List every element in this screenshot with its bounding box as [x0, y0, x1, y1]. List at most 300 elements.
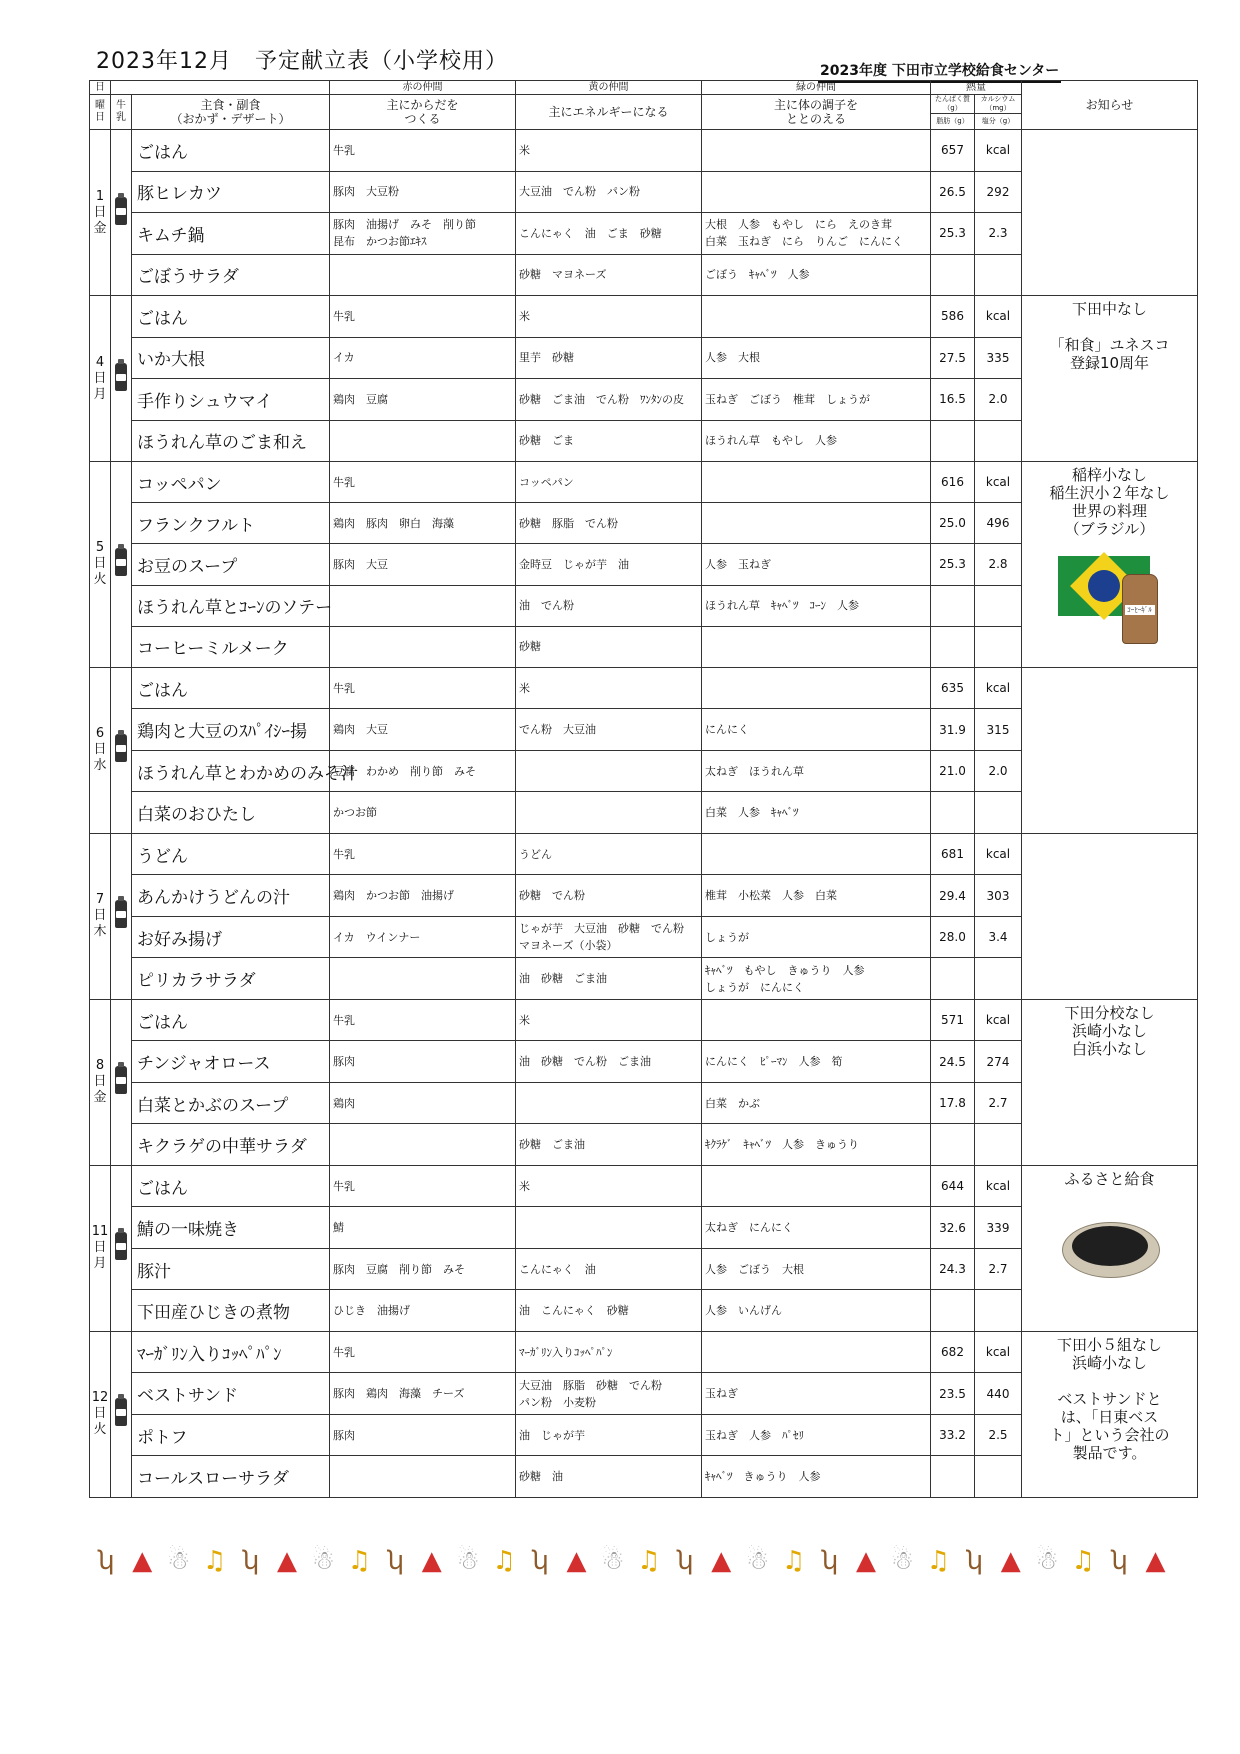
- green-ingredients: 太ねぎ にんにく: [702, 1207, 931, 1249]
- yellow-ingredients: 里芋 砂糖: [516, 337, 702, 379]
- dish-name: ポトフ: [132, 1414, 330, 1456]
- reindeer-icon: ʮ: [965, 1546, 986, 1576]
- nutrition-value-1: [931, 1124, 975, 1166]
- milk-cell: [111, 462, 132, 668]
- nutrition-value-1: 24.5: [931, 1041, 975, 1083]
- dish-name: 手作りシュウマイ: [132, 379, 330, 421]
- milk-bottle-icon: [115, 1232, 127, 1260]
- red-ingredients: [330, 958, 516, 1000]
- nutrition-value-2: [975, 1290, 1022, 1332]
- dish-name: キクラゲの中華サラダ: [132, 1124, 330, 1166]
- nutrition-value-1: 29.4: [931, 875, 975, 917]
- header-milk: 牛 乳: [111, 95, 132, 130]
- nutrition-value-2: 315: [975, 709, 1022, 751]
- nutrition-value-2: [975, 626, 1022, 667]
- day-number: 7: [95, 892, 105, 908]
- reindeer-icon: ʮ: [97, 1546, 117, 1576]
- menu-row: [90, 130, 1198, 172]
- santa-hat-icon: ▲: [421, 1546, 444, 1576]
- header-green-sub: 主に体の調子を ととのえる: [702, 95, 931, 130]
- yellow-ingredients: こんにゃく 油: [516, 1248, 702, 1290]
- nutrition-value-2: 335: [975, 337, 1022, 379]
- dish-name: ごはん: [132, 296, 330, 338]
- bells-icon: ♫: [782, 1546, 808, 1576]
- green-ingredients: [702, 130, 931, 172]
- red-ingredients: 豚肉 油揚げ みそ 削り節 昆布 かつお節ｴｷｽ: [330, 213, 516, 255]
- red-ingredients: 豚肉 大豆: [330, 544, 516, 585]
- yellow-ingredients: [516, 1207, 702, 1249]
- nutrition-value-1: 23.5: [931, 1373, 975, 1415]
- nutrition-value-2: kcal: [975, 462, 1022, 503]
- day-of-week: 火: [93, 572, 107, 588]
- nutrition-value-1: 635: [931, 667, 975, 709]
- green-ingredients: ｷｬﾍﾞﾂ きゅうり 人参: [702, 1456, 931, 1498]
- day-cell: 5 日 火: [90, 462, 111, 668]
- green-ingredients: ごぼう ｷｬﾍﾞﾂ 人参: [702, 254, 931, 296]
- yellow-ingredients: 砂糖 豚脂 でん粉: [516, 503, 702, 544]
- green-ingredients: にんにく: [702, 709, 931, 751]
- day-number: 4: [95, 354, 105, 370]
- santa-hat-icon: ▲: [1000, 1546, 1023, 1576]
- header-fat: 脂肪（g）: [931, 114, 975, 130]
- green-ingredients: ほうれん草 もやし 人参: [702, 420, 931, 462]
- red-ingredients: 豚肉 大豆粉: [330, 171, 516, 213]
- milk-bottle-icon: [115, 1398, 127, 1426]
- yellow-ingredients: コッペパン: [516, 462, 702, 503]
- nutrition-value-1: 25.3: [931, 544, 975, 585]
- red-ingredients: 牛乳: [330, 999, 516, 1041]
- yellow-ingredients: 砂糖 ごま油: [516, 1124, 702, 1166]
- dish-name: ほうれん草とわかめのみそ汁: [132, 750, 330, 792]
- header-calcium: カルシウム（mg）: [975, 95, 1022, 114]
- nutrition-value-2: [975, 792, 1022, 834]
- green-ingredients: 玉ねぎ: [702, 1373, 931, 1415]
- green-ingredients: [702, 296, 931, 338]
- header-main: 主食・副食 （おかず・デザート）: [132, 95, 330, 130]
- green-ingredients: 玉ねぎ 人参 ﾊﾟｾﾘ: [702, 1414, 931, 1456]
- nutrition-value-2: 2.0: [975, 379, 1022, 421]
- milk-cell: [111, 1165, 132, 1331]
- notice-line: は、「日東ベス: [1060, 1407, 1159, 1426]
- yellow-ingredients: うどん: [516, 833, 702, 875]
- reindeer-icon: ʮ: [386, 1546, 407, 1576]
- yellow-ingredients: 大豆油 豚脂 砂糖 でん粉 パン粉 小麦粉: [516, 1373, 702, 1415]
- reindeer-icon: ʮ: [676, 1546, 696, 1576]
- notice-cell: [1022, 1165, 1198, 1331]
- green-ingredients: ｷｬﾍﾞﾂ もやし きゅうり 人参 しょうが にんにく: [702, 958, 931, 1000]
- red-ingredients: [330, 1124, 516, 1166]
- menu-row: [90, 1165, 1198, 1207]
- yellow-ingredients: 金時豆 じゃが芋 油: [516, 544, 702, 585]
- red-ingredients: 鶏肉 かつお節 油揚げ: [330, 875, 516, 917]
- red-ingredients: 豚肉 鶏肉 海藻 チーズ: [330, 1373, 516, 1415]
- bells-icon: ♫: [203, 1546, 229, 1576]
- dish-name: コッペパン: [132, 462, 330, 503]
- day-number: 5: [95, 540, 105, 556]
- green-ingredients: 人参 玉ねぎ: [702, 544, 931, 585]
- green-ingredients: 大根 人参 もやし にら えのき茸 白菜 玉ねぎ にら りんご にんにく: [702, 213, 931, 255]
- dish-name: ほうれん草のごま和え: [132, 420, 330, 462]
- dish-name: チンジャオロース: [132, 1041, 330, 1083]
- nutrition-value-2: 2.7: [975, 1248, 1022, 1290]
- nutrition-value-2: 2.5: [975, 1414, 1022, 1456]
- nutrition-value-2: [975, 958, 1022, 1000]
- day-number: 6: [95, 726, 105, 742]
- red-ingredients: 牛乳: [330, 462, 516, 503]
- center-name: 2023年度 下田市立学校給食センター: [818, 60, 1061, 83]
- nutrition-value-1: 28.0: [931, 916, 975, 958]
- reindeer-icon: ʮ: [531, 1546, 551, 1576]
- snowman-icon: ☃: [745, 1546, 772, 1576]
- nutrition-value-1: 21.0: [931, 750, 975, 792]
- red-ingredients: 牛乳: [330, 1165, 516, 1207]
- notice-line: 稲生沢小２年なし: [1049, 484, 1170, 502]
- notice-cell: [1022, 999, 1198, 1165]
- notice-line: ベストサンドと: [1057, 1389, 1162, 1408]
- yellow-ingredients: 油 こんにゃく 砂糖: [516, 1290, 702, 1332]
- nutrition-value-2: kcal: [975, 833, 1022, 875]
- notice-cell: [1022, 462, 1198, 668]
- snowman-icon: ☃: [456, 1546, 482, 1576]
- yellow-ingredients: 米: [516, 296, 702, 338]
- day-of-week: 月: [93, 386, 107, 402]
- bells-icon: ♫: [347, 1546, 374, 1576]
- yellow-ingredients: 砂糖 マヨネーズ: [516, 254, 702, 296]
- santa-hat-icon: ▲: [277, 1546, 300, 1576]
- santa-hat-icon: ▲: [711, 1546, 734, 1576]
- dish-name: キムチ鍋: [132, 213, 330, 255]
- nutrition-value-1: [931, 1290, 975, 1332]
- santa-hat-icon: ▲: [132, 1546, 155, 1576]
- green-ingredients: [702, 1331, 931, 1373]
- red-ingredients: 牛乳: [330, 1331, 516, 1373]
- milk-cell: [111, 999, 132, 1165]
- red-ingredients: かつお節: [330, 792, 516, 834]
- green-ingredients: [702, 833, 931, 875]
- green-ingredients: 人参 大根: [702, 337, 931, 379]
- red-ingredients: 鶏肉: [330, 1082, 516, 1124]
- milk-bottle-icon: [115, 1066, 127, 1094]
- notice-line: 世界の料理: [1071, 502, 1147, 520]
- brazil-flag-icon: [1058, 548, 1162, 644]
- yellow-ingredients: [516, 792, 702, 834]
- nutrition-value-2: 292: [975, 171, 1022, 213]
- header-dow-day: 曜 日: [90, 95, 111, 130]
- reindeer-icon: ʮ: [1110, 1546, 1130, 1576]
- day-of-week: 月: [93, 1256, 107, 1272]
- nutrition-value-1: 616: [931, 462, 975, 503]
- reindeer-icon: ʮ: [821, 1546, 841, 1576]
- red-ingredients: 豚肉: [330, 1414, 516, 1456]
- dish-name: お豆のスープ: [132, 544, 330, 585]
- nutrition-value-1: [931, 626, 975, 667]
- header-salt: 塩分（g）: [975, 114, 1022, 130]
- nutrition-value-2: [975, 254, 1022, 296]
- bells-icon: ♫: [492, 1546, 518, 1576]
- milk-bottle-icon: [115, 548, 127, 576]
- notice-line: 浜崎小なし: [1071, 1353, 1147, 1372]
- green-ingredients: ほうれん草 ｷｬﾍﾞﾂ ｺｰﾝ 人参: [702, 585, 931, 626]
- red-ingredients: 鯖: [330, 1207, 516, 1249]
- nutrition-value-2: 274: [975, 1041, 1022, 1083]
- notice-line: 白浜小なし: [1071, 1039, 1147, 1058]
- nutrition-value-1: 681: [931, 833, 975, 875]
- milk-bottle-icon: [115, 197, 127, 225]
- santa-hat-icon: ▲: [856, 1546, 879, 1576]
- nutrition-value-2: 339: [975, 1207, 1022, 1249]
- yellow-ingredients: 砂糖 油: [516, 1456, 702, 1498]
- yellow-ingredients: 油 砂糖 ごま油: [516, 958, 702, 1000]
- green-ingredients: にんにく ﾋﾟｰﾏﾝ 人参 筍: [702, 1041, 931, 1083]
- dish-name: ﾏｰｶﾞﾘﾝ入りｺｯﾍﾟﾊﾟﾝ: [132, 1331, 330, 1373]
- red-ingredients: ひじき 油揚げ: [330, 1290, 516, 1332]
- dish-name: フランクフルト: [132, 503, 330, 544]
- nutrition-value-2: 2.7: [975, 1082, 1022, 1124]
- green-ingredients: 人参 ごぼう 大根: [702, 1248, 931, 1290]
- day-cell: 11 日 月: [90, 1165, 111, 1331]
- header-green-group: 緑の仲間: [702, 81, 931, 95]
- green-ingredients: ｷｸﾗｹﾞ ｷｬﾍﾞﾂ 人参 きゅうり: [702, 1124, 931, 1166]
- day-number: 11: [91, 1224, 109, 1240]
- nutrition-value-1: 586: [931, 296, 975, 338]
- red-ingredients: 鶏肉 豚肉 卵白 海藻: [330, 503, 516, 544]
- day-cell: 6 日 水: [90, 667, 111, 833]
- nutrition-value-2: [975, 585, 1022, 626]
- yellow-ingredients: 米: [516, 1165, 702, 1207]
- bells-icon: ♫: [637, 1546, 663, 1576]
- yellow-ingredients: 油 でん粉: [516, 585, 702, 626]
- day-of-week: 金: [93, 1090, 107, 1106]
- nutrition-value-1: 27.5: [931, 337, 975, 379]
- red-ingredients: [330, 254, 516, 296]
- nutrition-value-1: 25.3: [931, 213, 975, 255]
- milk-cell: [111, 1331, 132, 1497]
- red-ingredients: 牛乳: [330, 296, 516, 338]
- green-ingredients: [702, 999, 931, 1041]
- bells-icon: ♫: [926, 1546, 953, 1576]
- day-cell: 12 日 火: [90, 1331, 111, 1497]
- menu-row: [90, 999, 1198, 1041]
- dish-name: 白菜のおひたし: [132, 792, 330, 834]
- day-cell: 7 日 木: [90, 833, 111, 999]
- dish-name: ごはん: [132, 130, 330, 172]
- nutrition-value-1: 657: [931, 130, 975, 172]
- notice-line: 下田分校なし: [1064, 1003, 1155, 1022]
- red-ingredients: 豚肉: [330, 1041, 516, 1083]
- day-number: 12: [91, 1390, 109, 1406]
- notice-cell: [1022, 833, 1198, 999]
- bells-icon: ♫: [1071, 1546, 1097, 1576]
- green-ingredients: [702, 667, 931, 709]
- green-ingredients: [702, 171, 931, 213]
- yellow-ingredients: [516, 750, 702, 792]
- green-ingredients: 白菜 かぶ: [702, 1082, 931, 1124]
- yellow-ingredients: 米: [516, 130, 702, 172]
- notice-line: 下田小５組なし: [1056, 1335, 1162, 1354]
- page-title: 2023年12月 予定献立表（小学校用）: [96, 49, 508, 74]
- notice-line: 「和食」ユネスコ: [1049, 336, 1170, 354]
- nutrition-value-1: 32.6: [931, 1207, 975, 1249]
- menu-row: [90, 833, 1198, 875]
- snowman-icon: ☃: [166, 1546, 193, 1576]
- nutrition-value-2: kcal: [975, 1331, 1022, 1373]
- notice-line: [1022, 318, 1197, 336]
- yellow-ingredients: 米: [516, 667, 702, 709]
- nutrition-value-2: kcal: [975, 667, 1022, 709]
- dish-name: 鯖の一味焼き: [132, 1207, 330, 1249]
- dish-name: 豚ヒレカツ: [132, 171, 330, 213]
- notice-line: 浜崎小なし: [1071, 1021, 1147, 1040]
- red-ingredients: [330, 626, 516, 667]
- dish-name: コールスローサラダ: [132, 1456, 330, 1498]
- dish-name: 豚汁: [132, 1248, 330, 1290]
- christmas-decoration-border: [89, 1546, 1177, 1586]
- nutrition-value-2: 2.3: [975, 213, 1022, 255]
- dish-name: ごはん: [132, 1165, 330, 1207]
- nutrition-value-2: 496: [975, 503, 1022, 544]
- yellow-ingredients: こんにゃく 油 ごま 砂糖: [516, 213, 702, 255]
- santa-hat-icon: ▲: [566, 1546, 589, 1576]
- day-number: 1: [95, 188, 105, 204]
- nutrition-value-2: kcal: [975, 1165, 1022, 1207]
- day-of-week: 金: [93, 220, 107, 236]
- yellow-ingredients: 砂糖 ごま油 でん粉 ﾜﾝﾀﾝの皮: [516, 379, 702, 421]
- menu-row: [90, 462, 1198, 503]
- header-yellow-group: 黄の仲間: [516, 81, 702, 95]
- coffee-milk-bottle-icon: ｺｰﾋｰｷﾞﾙ: [1122, 574, 1158, 644]
- yellow-ingredients: じゃが芋 大豆油 砂糖 でん粉 マヨネーズ（小袋）: [516, 916, 702, 958]
- yellow-ingredients: でん粉 大豆油: [516, 709, 702, 751]
- snowman-icon: ☃: [890, 1546, 916, 1576]
- green-ingredients: 玉ねぎ ごぼう 椎茸 しょうが: [702, 379, 931, 421]
- milk-bottle-icon: [115, 363, 127, 391]
- notice-cell: [1022, 296, 1198, 462]
- header-protein: たんぱく質（g）: [931, 95, 975, 114]
- nutrition-value-1: 571: [931, 999, 975, 1041]
- dish-name: ごぼうサラダ: [132, 254, 330, 296]
- milk-cell: [111, 667, 132, 833]
- header-energy: 熱量: [931, 81, 1022, 95]
- dish-name: 鶏肉と大豆のｽﾊﾟｲｼｰ揚: [132, 709, 330, 751]
- yellow-ingredients: 油 じゃが芋: [516, 1414, 702, 1456]
- green-ingredients: [702, 462, 931, 503]
- nutrition-value-2: [975, 1456, 1022, 1498]
- day-cell: 8 日 金: [90, 999, 111, 1165]
- notice-cell: [1022, 667, 1198, 833]
- notice-cell: [1022, 1331, 1198, 1497]
- menu-row: [90, 1331, 1198, 1373]
- snowman-icon: ☃: [311, 1546, 337, 1576]
- yellow-ingredients: 米: [516, 999, 702, 1041]
- notice-line: 下田中なし: [1071, 300, 1147, 318]
- day-cell: 4 日 月: [90, 296, 111, 462]
- milk-cell: [111, 833, 132, 999]
- nutrition-value-1: [931, 254, 975, 296]
- notice-line: ふるさと給食: [1064, 1169, 1155, 1188]
- green-ingredients: 白菜 人参 ｷｬﾍﾞﾂ: [702, 792, 931, 834]
- milk-bottle-icon: [115, 900, 127, 928]
- red-ingredients: 牛乳: [330, 833, 516, 875]
- nutrition-value-2: 2.0: [975, 750, 1022, 792]
- notice-line: [1022, 1372, 1197, 1390]
- green-ingredients: 人参 いんげん: [702, 1290, 931, 1332]
- day-of-week: 火: [93, 1422, 107, 1438]
- red-ingredients: 豆腐 わかめ 削り節 みそ: [330, 750, 516, 792]
- nutrition-value-2: [975, 420, 1022, 462]
- menu-row: [90, 296, 1198, 338]
- yellow-ingredients: [516, 1082, 702, 1124]
- nutrition-value-1: [931, 1456, 975, 1498]
- menu-table: [89, 80, 1198, 1498]
- red-ingredients: 牛乳: [330, 130, 516, 172]
- yellow-ingredients: 砂糖: [516, 626, 702, 667]
- nutrition-value-1: 17.8: [931, 1082, 975, 1124]
- hijiki-dish-icon: [1062, 1214, 1158, 1278]
- red-ingredients: イカ: [330, 337, 516, 379]
- nutrition-value-1: [931, 958, 975, 1000]
- snowman-icon: ☃: [1035, 1546, 1061, 1576]
- dish-name: 白菜とかぶのスープ: [132, 1082, 330, 1124]
- milk-cell: [111, 130, 132, 296]
- dish-name: 下田産ひじきの煮物: [132, 1290, 330, 1332]
- red-ingredients: 鶏肉 大豆: [330, 709, 516, 751]
- dish-name: ほうれん草とｺｰﾝのソテー: [132, 585, 330, 626]
- yellow-ingredients: 大豆油 でん粉 パン粉: [516, 171, 702, 213]
- nutrition-value-1: 24.3: [931, 1248, 975, 1290]
- yellow-ingredients: 砂糖 でん粉: [516, 875, 702, 917]
- nutrition-value-2: 303: [975, 875, 1022, 917]
- dish-name: コーヒーミルメーク: [132, 626, 330, 667]
- red-ingredients: 鶏肉 豆腐: [330, 379, 516, 421]
- dish-name: ごはん: [132, 667, 330, 709]
- nutrition-value-2: [975, 1124, 1022, 1166]
- snowman-icon: ☃: [601, 1546, 627, 1576]
- nutrition-value-2: kcal: [975, 296, 1022, 338]
- notice-line: 登録10周年: [1069, 354, 1150, 372]
- green-ingredients: [702, 626, 931, 667]
- dish-name: いか大根: [132, 337, 330, 379]
- day-of-week: 木: [93, 924, 107, 940]
- dish-name: ごはん: [132, 999, 330, 1041]
- notice-line: 製品です。: [1072, 1443, 1147, 1462]
- header-date: 日: [90, 81, 111, 95]
- nutrition-value-2: 440: [975, 1373, 1022, 1415]
- nutrition-value-1: 31.9: [931, 709, 975, 751]
- green-ingredients: しょうが: [702, 916, 931, 958]
- red-ingredients: [330, 585, 516, 626]
- yellow-ingredients: 砂糖 ごま: [516, 420, 702, 462]
- red-ingredients: 豚肉 豆腐 削り節 みそ: [330, 1248, 516, 1290]
- dish-name: ベストサンド: [132, 1373, 330, 1415]
- nutrition-value-1: 644: [931, 1165, 975, 1207]
- santa-hat-icon: ▲: [1145, 1546, 1168, 1576]
- red-ingredients: [330, 420, 516, 462]
- day-of-week: 水: [93, 758, 107, 774]
- nutrition-value-2: 3.4: [975, 916, 1022, 958]
- dish-name: お好み揚げ: [132, 916, 330, 958]
- notice-line: 稲梓小なし: [1071, 466, 1147, 484]
- nutrition-value-1: 682: [931, 1331, 975, 1373]
- dish-name: ピリカラサラダ: [132, 958, 330, 1000]
- milk-bottle-icon: [115, 734, 127, 762]
- red-ingredients: イカ ウインナー: [330, 916, 516, 958]
- green-ingredients: [702, 503, 931, 544]
- green-ingredients: [702, 1165, 931, 1207]
- header-red-group: 赤の仲間: [330, 81, 516, 95]
- nutrition-value-2: 2.8: [975, 544, 1022, 585]
- menu-row: [90, 667, 1198, 709]
- nutrition-value-2: kcal: [975, 999, 1022, 1041]
